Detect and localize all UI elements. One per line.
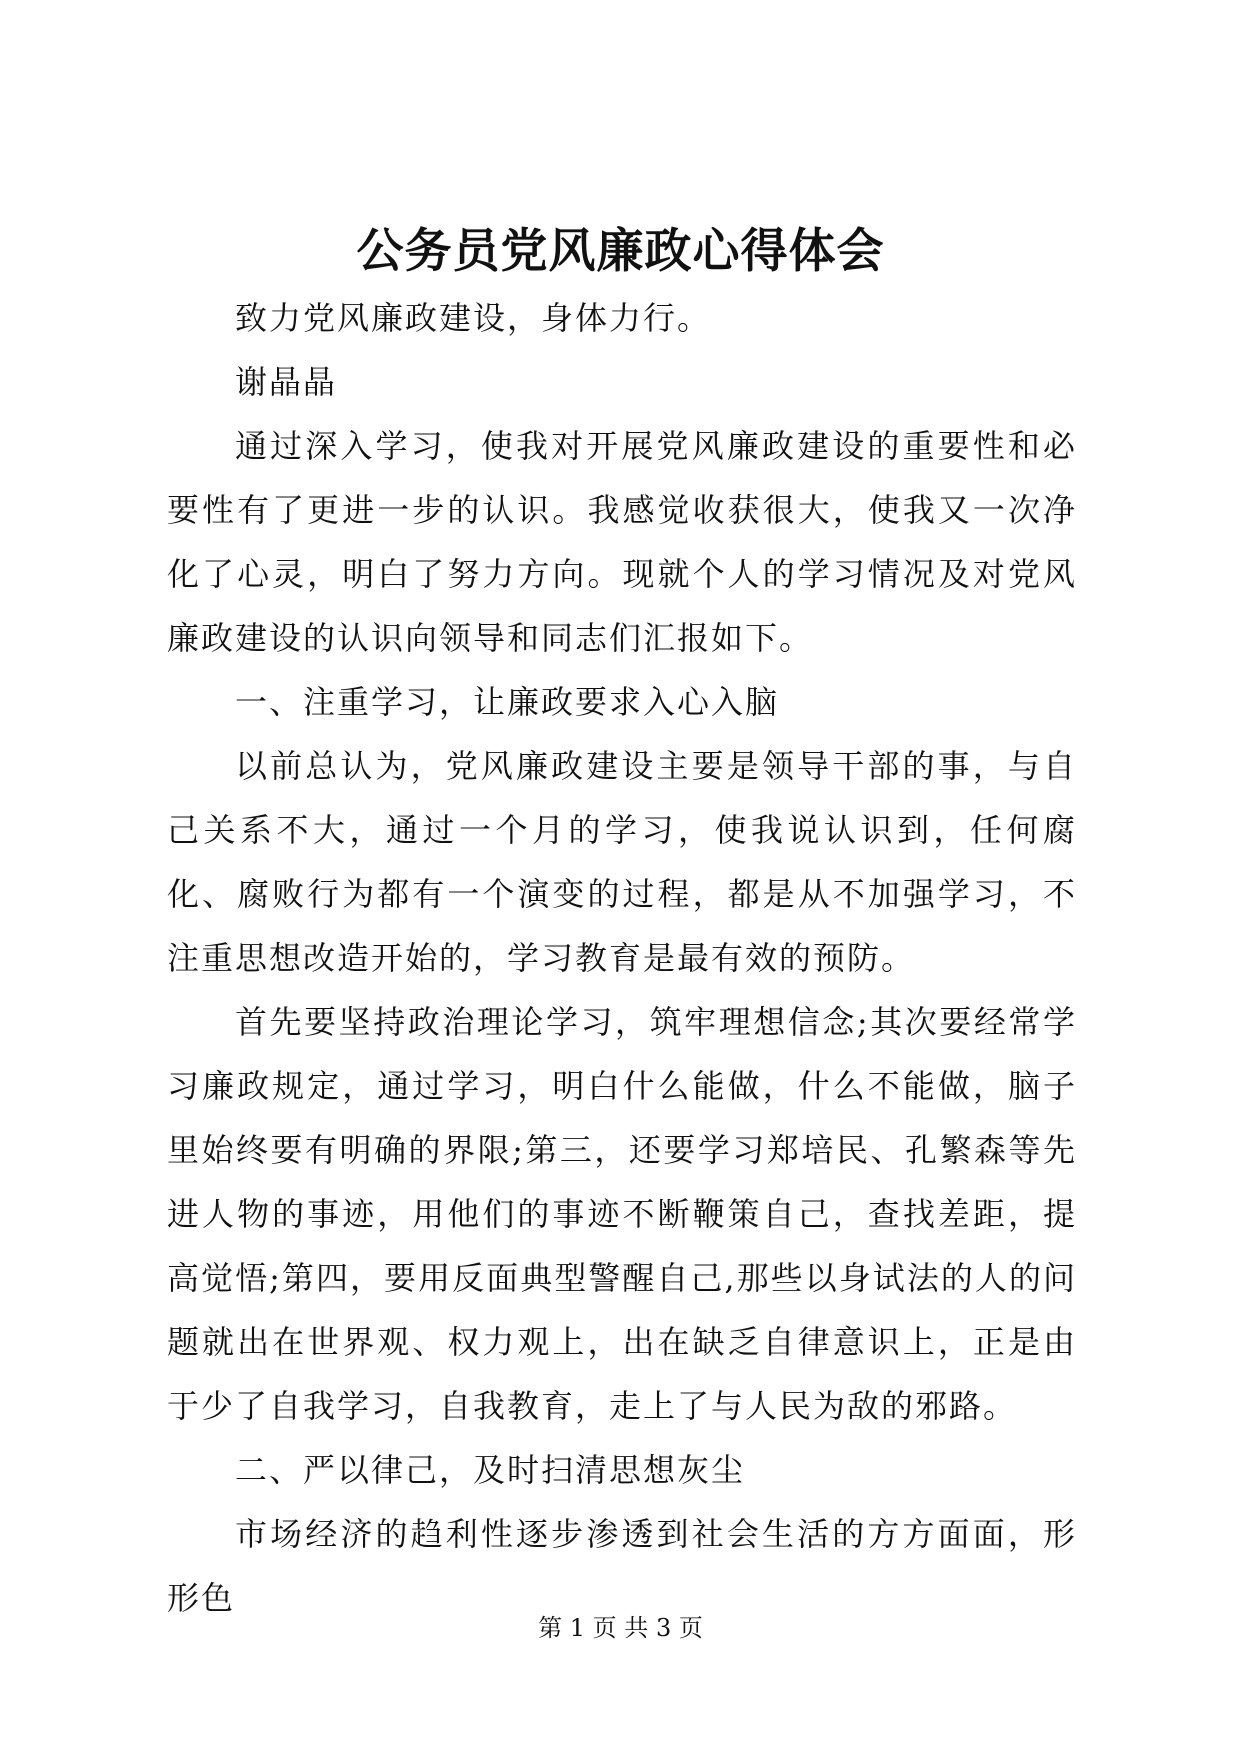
section-heading-2: 二、严以律己，及时扫清思想灰尘 xyxy=(235,1451,746,1489)
intro-paragraph: 通过深入学习，使我对开展党风廉政建设的重要性和必要性有了更进一步的认识。我感觉收获很大，使我又一次净化了心灵，明白了努力方向。现就个人的学习情况及对党风廉政建设的认识向领导和同志们汇报如下。 xyxy=(167,427,1077,657)
body-paragraph: 市场经济的趋利性逐步渗透到社会生活的方方面面，形形色 xyxy=(167,1515,1077,1617)
page-footer xyxy=(0,1612,1241,1644)
body-paragraph: 以前总认为，党风廉政建设主要是领导干部的事，与自己关系不大，通过一个月的学习，使我说认识到，任何腐化、腐败行为都有一个演变的过程，都是从不加强学习，不注重思想改造开始的，学习教育是最有效的预防。 xyxy=(167,747,1077,977)
author-paragraph: 谢晶晶 xyxy=(235,363,338,401)
document-title: 公务员党风廉政心得体会 xyxy=(356,224,885,279)
document-body xyxy=(167,286,1077,1630)
subtitle-paragraph: 致力党风廉政建设，身体力行。 xyxy=(235,299,712,337)
body-paragraph: 首先要坚持政治理论学习，筑牢理想信念;其次要经常学习廉政规定，通过学习，明白什么能做，什么不能做，脑子里始终要有明确的界限;第三，还要学习郑培民、孔繁森等先进人物的事迹，用他们的事迹不断鞭策自己，查找差距，提高觉悟;第四，要用反面典型警醒自己,那些以身试法的人的问题就出在世界观、权力观上，出在缺乏自律意识上，正是由于少了自我学习，自我教育，走上了与人民为敌的邪路。 xyxy=(167,1003,1077,1425)
page-number-label: 第 1 页 共 3 页 xyxy=(538,1614,703,1642)
section-heading-1: 一、注重学习，让廉政要求入心入脑 xyxy=(235,683,780,721)
